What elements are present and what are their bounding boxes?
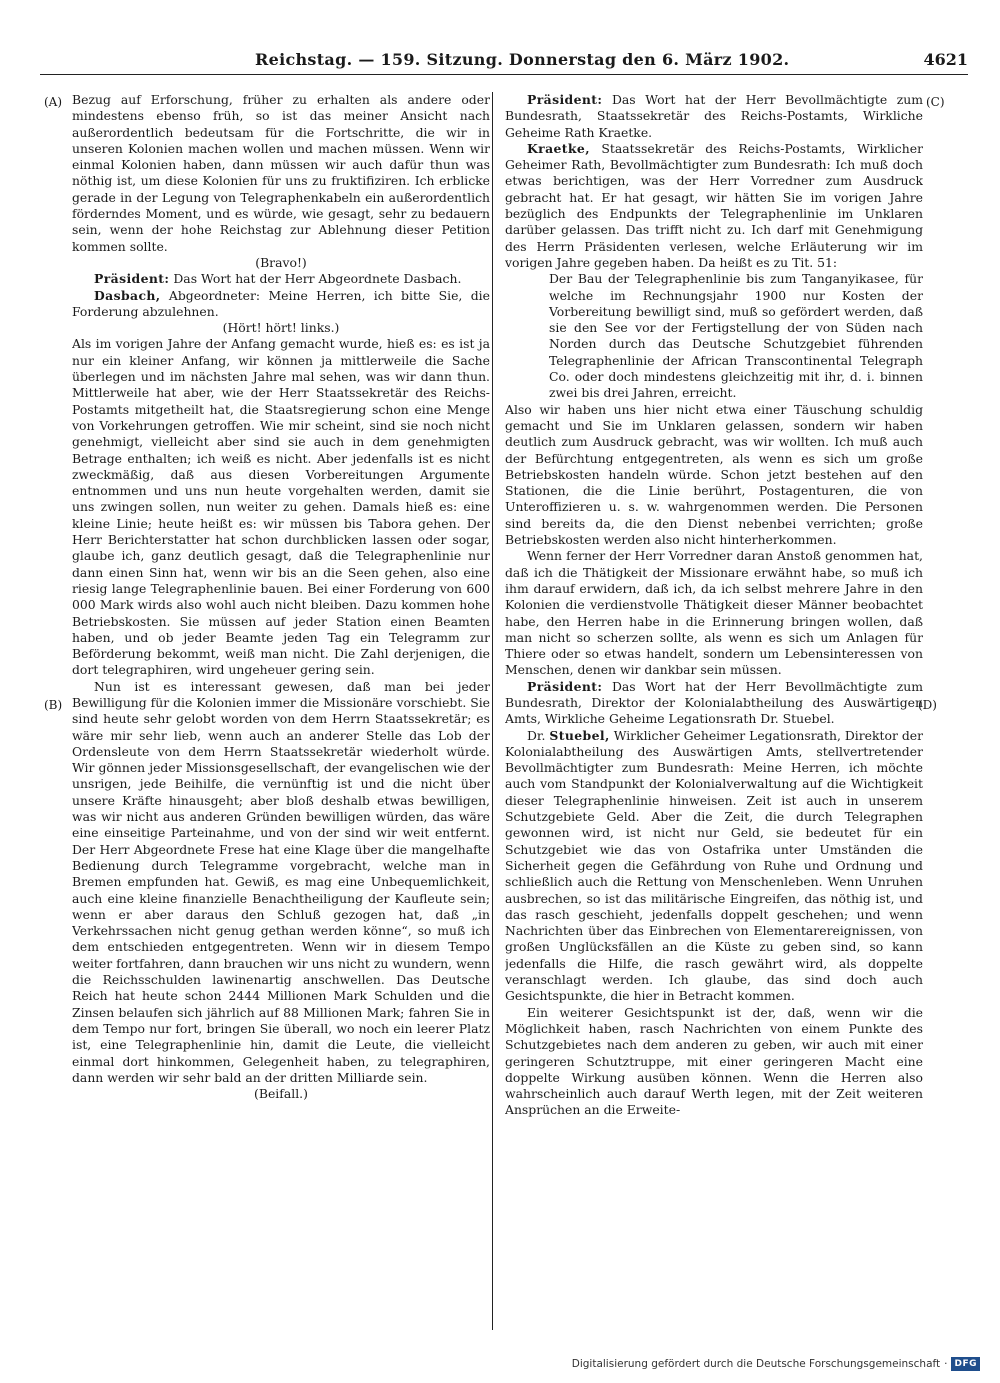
running-title: Reichstag. — 159. Sitzung. Donnerstag den 6. März 1902.: [255, 50, 790, 69]
speaker-name: Präsident:: [527, 92, 603, 107]
speech-text: Staatssekretär des Reichs-Postamts, Wirklicher Geheimer Rath, Bevollmächtigter zum Bundesrath: Ich muß doch etwas berichtigen, was der Herr Vorredner zum Ausdruck gebracht hat. Er hat gesagt, wir hätten Sie im vorigen Jahre bezüglich des Endpunkts der Telegraphenlinie im Unklaren darüber gelassen. Das trifft nicht zu. Ich darf mit Genehmigung des Herrn Präsidenten verlesen, welche Erläuterung wir im vorigen Jahre gegeben haben. Da heißt es zu Tit. 51:: [505, 140, 923, 270]
dfg-logo-icon: DFG: [951, 1357, 980, 1371]
speech-text: Das Wort hat der Herr Bevollmächtigte zum Bundesrath, Direktor der Kolonialabtheilung des Auswärtigen Amts, Wirkliche Geheime Legationsrath Dr. Stuebel.: [505, 678, 923, 727]
paragraph: Bezug auf Erforschung, früher zu erhalten als andere oder mindestens ebenso früh, so ist das meiner Ansicht nach außerordentlich bedeutsam für die Fortschritte, die wir in unseren Kolonien machen wollen und machen müssen. Wenn wir einmal Kolonien haben, dann müssen wir auch dafür thun was nöthig ist, um diese Kolonien für uns zu fruktifiziren. Ich erblicke gerade in der Legung von Telegraphenkabeln ein außerordentlich förderndes Moment, und es würde, wie gesagt, sehr zu bedauern sein, wenn der hohe Reichstag zur Ablehnung dieser Petition kommen sollte.: [72, 92, 490, 254]
footer-credit: Digitalisierung gefördert durch die Deutsche Forschungsgemeinschaft: [571, 1358, 941, 1370]
speaker-name: Präsident:: [527, 678, 603, 694]
bullet-separator: ·: [944, 1358, 948, 1370]
page-header: [40, 48, 968, 75]
paragraph: Nun ist es interessant gewesen, daß man bei jeder Bewilligung für die Kolonien immer die Missionäre vorschiebt. Sie sind heute sehr gelobt worden von dem Herrn Staatssekretär; es wäre mir sehr lieb, wenn auch an anderer Stelle das Lob der Ordensleute von dem Herrn Staatssekretär wiederholt würde. Wir gönnen jeder Missionsgesellschaft, der evangelischen wie der unsrigen, jede Beihilfe, die vernünftig ist und die nicht über unsere Kräfte hinausgeht; aber bloß deshalb etwas bewilligen, was wir nicht aus anderen Gründen bewilligen würden, das wäre eine einseitige Parteinahme, und von der sind wir weit entfernt. Der Herr Abgeordnete Frese hat eine Klage über die mangelhafte Bedienung durch Telegramme vorgebracht, welche man in Bremen empfunden hat. Gewiß, es mag eine Unbequemlichkeit, auch eine kleine finanzielle Benachtheiligung der Kaufleute sein; wenn er aber daraus den Schluß gezogen hat, daß „in Verkehrssachen nicht genug gethan werden könne“, so muß ich dem entschieden entgegentreten. Wenn wir in diesem Tempo weiter fortfahren, dann brauchen wir uns nicht zu wundern, wenn die Reichsschulden lawinenartig anschwellen. Das Deutsche Reich hat heute schon 2444 Millionen Mark Schulden und die Zinsen belaufen sich jährlich auf 88 Millionen Mark; fahren Sie in dem Tempo nur fort, bringen Sie überall, wo noch ein leerer Platz ist, eine Telegraphenlinie hin, damit die Leute, die vielleicht einmal dort hinkommen, Gelegenheit haben, zu telegraphiren, dann werden wir sehr bald an der dritten Milliarde sein.: [72, 678, 490, 1085]
speech-text: Abgeordneter: Meine Herren, ich bitte Sie, die Forderung abzulehnen.: [72, 287, 490, 319]
paragraph: Also wir haben uns hier nicht etwa einer Täuschung schuldig gemacht und Sie im Unklaren gelassen, sondern wir haben deutlich zum Ausdruck gebracht, was wir wollten. Ich muß auch der Befürchtung entgegentreten, als wenn es sich um große Betriebskosten handeln würde. Schon jetzt bestehen auf den Stationen, die die Linie berührt, Postagenturen, die von Unteroffizieren u. s. w. wahrgenommen werden. Die Personen sind bereits da, die den Dienst nebenbei verrichten; große Betriebskosten werden also nicht hinterherkommen.: [505, 401, 923, 548]
paragraph: Ein weiterer Gesichtspunkt ist der, daß, wenn wir die Möglichkeit haben, rasch Nachrichten von einem Punkte des Schutzgebietes nach dem anderen zu geben, wir auch mit einer geringeren Schutztruppe, mit einer geringeren Macht eine doppelte Wirkung ausüben können. Wenn die Herren also wahrscheinlich auch darauf Werth legen, mit der Zeit weiteren Ansprüchen an die Erweite-: [505, 1004, 923, 1118]
margin-marker-a: (A): [44, 95, 63, 109]
paragraph: Wenn ferner der Herr Vorredner daran Anstoß genommen hat, daß ich die Thätigkeit der Missionare erwähnt habe, so muß ich ihm darauf erwidern, daß ich, da ich selbst mehrere Jahre in den Kolonien die verdienstvolle Thätigkeit dieser Männer beobachtet habe, den Herren habe in die Erinnerung bringen wollen, daß man nicht so scherzen sollte, als wenn es sich um Anlagen für Thiere oder so etwas handelt, sondern um Lebensinteressen von Menschen, denen wir dankbar sein müssen.: [505, 548, 923, 678]
paragraph: [505, 141, 923, 271]
speaker-name: Dasbach,: [94, 287, 161, 303]
interjection: (Hört! hört! links.): [222, 320, 340, 336]
speaker-title: Dr.: [527, 727, 546, 743]
footer: [572, 1355, 980, 1373]
paragraph: [72, 288, 490, 321]
right-column: [505, 92, 923, 1332]
paragraph: [505, 728, 923, 1005]
margin-marker-c: (C): [926, 95, 945, 109]
paragraph: [505, 679, 923, 728]
speech-text: Das Wort hat der Herr Bevollmächtigte zum Bundesrath, Staatssekretär des Reichs-Postamts, Wirkliche Geheime Rath Kraetke.: [505, 92, 923, 140]
margin-marker-d: (D): [918, 698, 937, 712]
speaker-name: Kraetke,: [527, 140, 590, 156]
interjection: (Bravo!): [255, 254, 307, 270]
left-column: [72, 92, 490, 1332]
paragraph: [505, 92, 923, 141]
paragraph: [72, 271, 490, 287]
speaker-name: Präsident:: [94, 271, 170, 287]
margin-marker-b: (B): [44, 698, 63, 712]
speaker-name: Stuebel,: [549, 727, 610, 743]
quotation: Der Bau der Telegraphenlinie bis zum Tanganyikasee, für welche im Rechnungsjahr 1900 nur Kosten der Vorbereitung bewilligt sind, muß so gefördert werden, daß sie den See vor der Fertigstellung der von Süden nach Norden durch das Deutsche Schutzgebiet führenden Telegraphenlinie der African Transcontinental Telegraph Co. oder doch mindestens gleichzeitig mit ihr, d. i. binnen zwei bis drei Jahren, erreicht.: [549, 271, 923, 401]
column-divider: [492, 92, 493, 1330]
page-number: 4621: [923, 50, 968, 69]
speech-text: Wirklicher Geheimer Legationsrath, Direktor der Kolonialabtheilung des Auswärtigen Amts, stellvertretender Bevollmächtigter zum Bundesrath: Meine Herren, ich möchte auch vom Standpunkt der Kolonialverwaltung auf die Wichtigkeit dieser Telegraphenlinie hinweisen. Zeit ist auch in unserem Schutzgebiete Geld. Aber die Zeit, die durch Telegraphen gewonnen wird, ist nicht nur Geld, sie bedeutet für ein Schutzgebiet wie das von Ostafrika unter Umständen die Sicherheit gegen die Gefährdung von Ruhe und Ordnung und schließlich auch die Rettung von Menschenleben. Wenn Unruhen ausbrechen, so ist das militärische Eingreifen, das nöthig ist, und das rasch geschieht, jedenfalls doppelt geschehen; und wenn Nachrichten über das Einbrechen von Elementarereignissen, von großen Unglücksfällen an die Küste zu geben sind, so kann jedenfalls die Hilfe, die rasch gewährt wird, als doppelte veranschlagt werden. Ich glaube, das sind doch auch Gesichtspunkte, die hier in Betracht kommen.: [505, 727, 923, 1004]
paragraph: Als im vorigen Jahre der Anfang gemacht wurde, hieß es: es ist ja nur ein kleiner Anfang, wir können ja mittlerweile die Sache überlegen und im nächsten Jahre mal sehen, was wir dann thun. Mittlerweile hat aber, wie der Herr Staatssekretär des Reichs-Postamts mitgetheilt hat, die Staatsregierung schon eine Menge von Vorkehrungen getroffen. Wie mir scheint, sind sie noch nicht genehmigt, vielleicht aber sind sie auch in dem genehmigten Betrage enthalten; ich weiß es nicht. Aber jedenfalls ist es nicht zweckmäßig, daß aus diesen Vorbereitungen Argumente entnommen und uns nun heute vorgehalten werden, damit sie uns zwingen sollen, nun weiter zu gehen. Damals hieß es: eine kleine Linie; heute heißt es: wir müssen bis Tabora gehen. Der Herr Berichterstatter hat schon durchblicken lassen oder sogar, glaube ich, ganz deutlich gesagt, daß die Telegraphenlinie nur dann einen Sinn hat, wenn wir bis an die Seen gehen, also eine riesig lange Telegraphenlinie bauen. Bei einer Forderung von 600 000 Mark wirds also wohl auch nicht bleiben. Dazu kommen hohe Betriebskosten. Sie müssen auf jeder Station einen Beamten haben, und ob jeder Beamte jeden Tag ein Telegramm zur Beförderung bekommt, weiß man nicht. Die Zahl derjenigen, die dort telegraphiren, wird ungeheuer gering sein.: [72, 336, 490, 678]
speech-text: Das Wort hat der Herr Abgeordnete Dasbach.: [173, 271, 462, 287]
interjection: (Beifall.): [254, 1086, 308, 1102]
